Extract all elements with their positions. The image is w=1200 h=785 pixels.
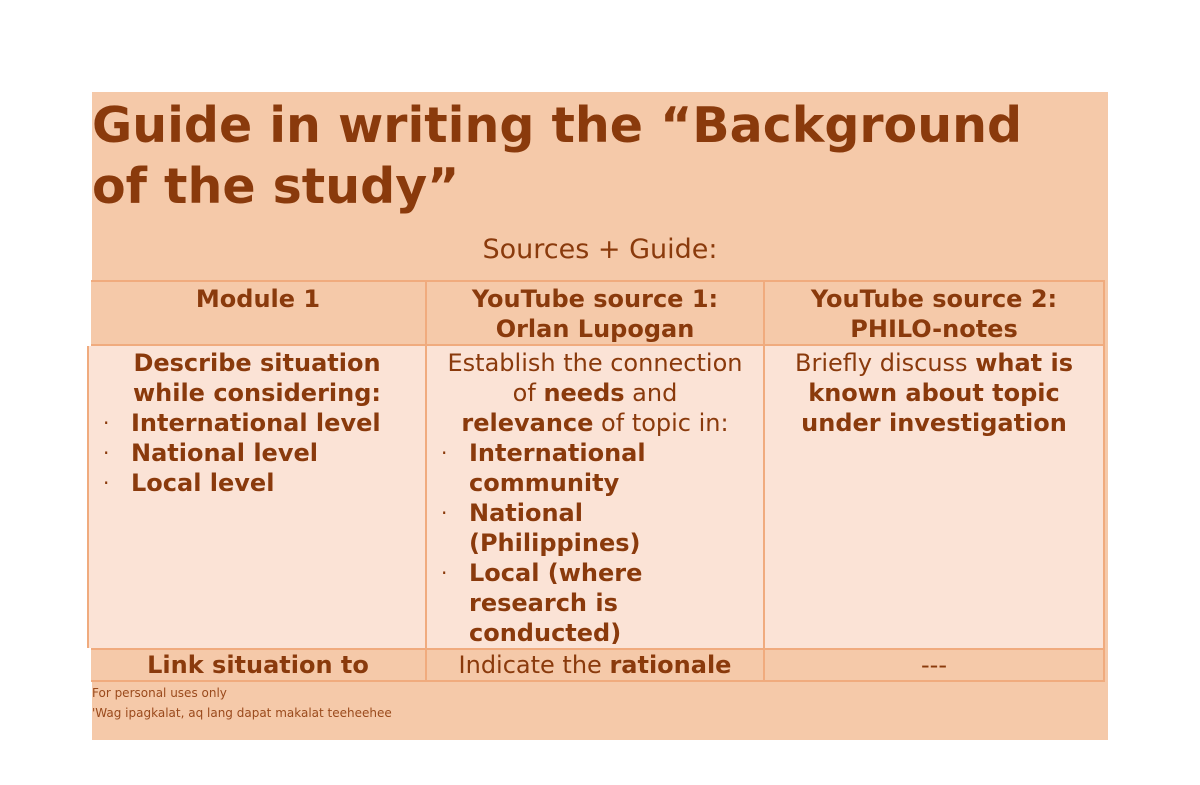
relevance-keyword: relevance: [461, 409, 594, 437]
source-1-cell: Establish the connection of needs and relevance of topic in: · International community · National (Philippines) · Local (where research is conducted): [426, 345, 764, 649]
list-item: · National (Philippines): [441, 499, 641, 557]
module-1-lead-1: Describe situation: [133, 349, 381, 377]
header-source-2-label: YouTube source 2:: [810, 285, 1058, 313]
empty-cell: ---: [764, 649, 1104, 681]
list-item: · National level: [103, 439, 318, 467]
needs-keyword: needs: [543, 379, 625, 407]
list-item: · Local level: [103, 469, 275, 497]
guide-table: [85, 280, 1105, 682]
title-line-1: Guide in writing the “Background: [92, 97, 1023, 154]
header-youtube-source-2: [764, 281, 1104, 345]
bullet-icon: ·: [103, 441, 110, 465]
list-item: · Local (where research is conducted): [441, 559, 643, 647]
header-source-2-name: PHILO-notes: [850, 315, 1018, 343]
source-2-cell: Briefly discuss what is known about topic under investigation: [764, 345, 1104, 649]
list-item: · International community: [441, 439, 646, 497]
bullet-icon: ·: [103, 411, 110, 435]
source-1-list: [433, 438, 757, 648]
source-1-line-1: Establish the connection: [447, 349, 743, 377]
table-header-row: [88, 281, 1104, 345]
header-source-1-name: Orlan Lupogan: [495, 315, 695, 343]
module-1-list: [95, 408, 419, 498]
bullet-icon: ·: [441, 561, 448, 585]
header-source-1-label: YouTube source 1:: [471, 285, 719, 313]
rationale-cell: Indicate the rationale: [426, 649, 764, 681]
module-1-lead-2: while considering:: [132, 379, 382, 407]
subtitle: Sources + Guide:: [482, 234, 718, 265]
footer-note: [92, 683, 392, 723]
bullet-icon: ·: [441, 441, 448, 465]
table-body-row: [88, 345, 1104, 649]
bullet-icon: ·: [441, 501, 448, 525]
header-module-1-label: Module 1: [195, 285, 321, 313]
module-1-cell: [88, 345, 426, 649]
header-youtube-source-1: [426, 281, 764, 345]
bullet-icon: ·: [103, 471, 110, 495]
header-module-1: [88, 281, 426, 345]
page-title: [92, 95, 1102, 217]
note-line-1: For personal uses only: [92, 686, 227, 700]
link-situation-cell: Link situation to: [88, 649, 426, 681]
list-item: · International level: [103, 409, 381, 437]
note-line-2: 'Wag ipagkalat, aq lang dapat makalat teeheehee: [92, 706, 392, 720]
table-last-row: [88, 649, 1104, 681]
title-line-2: of the study”: [92, 158, 460, 215]
